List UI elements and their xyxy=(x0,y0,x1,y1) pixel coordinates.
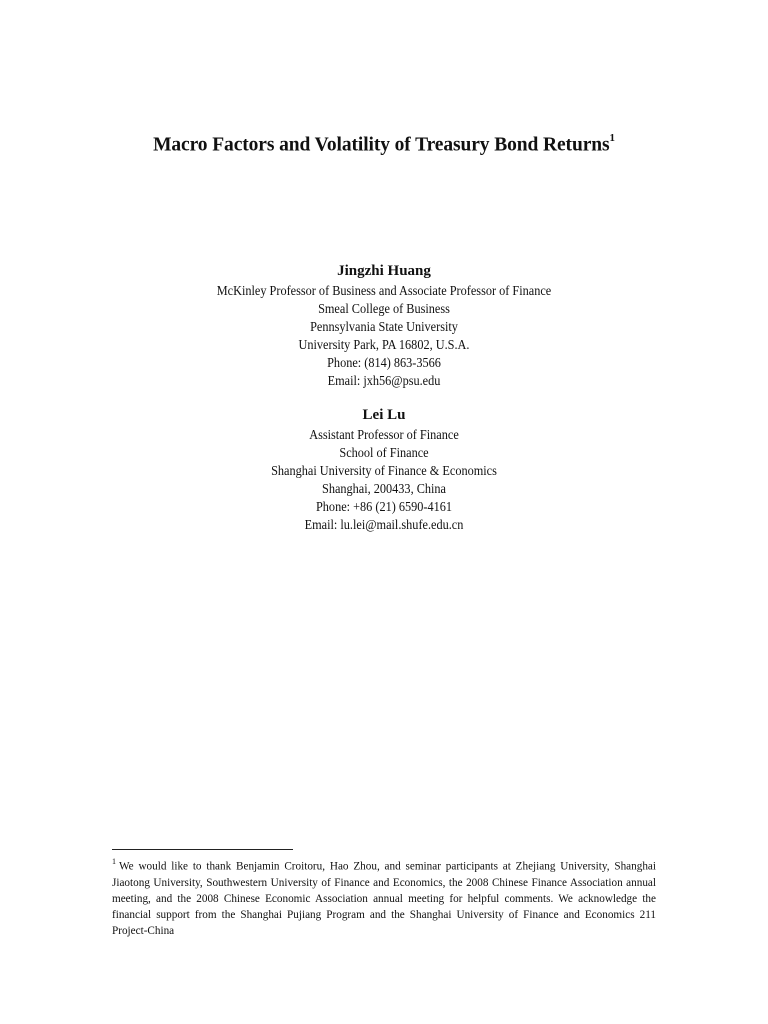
author-address: Shanghai, 200433, China xyxy=(321,481,447,496)
footnote-marker: 1 xyxy=(112,857,116,866)
author-name: Jingzhi Huang xyxy=(337,263,431,279)
author-email: Email: jxh56@psu.edu xyxy=(327,373,441,388)
author-name: Lei Lu xyxy=(362,407,406,423)
author-block-huang xyxy=(0,262,768,390)
author-position: Assistant Professor of Finance xyxy=(309,427,459,442)
author-school: School of Finance xyxy=(339,445,429,460)
author-university: Shanghai University of Finance & Economics xyxy=(271,463,497,478)
footnote-divider xyxy=(112,849,293,850)
author-phone: Phone: +86 (21) 6590-4161 xyxy=(315,499,453,514)
footnote-text: We would like to thank Benjamin Croitoru, Hao Zhou, and seminar participants at Zhejiang University, Shanghai Jiaotong University, Southwestern University of Finance and Economics, the 2008 Chinese Finance Association annual meeting, and the 2008 Chinese Economic Association annual meeting for helpful comments. We acknowledge the financial support from the Shanghai Pujiang Program and the Shanghai University of Finance and Economics 211 Project-China xyxy=(112,860,656,937)
author-address: University Park, PA 16802, U.S.A. xyxy=(298,337,470,352)
author-university: Pennsylvania State University xyxy=(310,319,458,334)
paper-title xyxy=(0,134,768,157)
author-email: Email: lu.lei@mail.shufe.edu.cn xyxy=(304,517,464,532)
author-college: Smeal College of Business xyxy=(318,301,450,316)
author-phone: Phone: (814) 863-3566 xyxy=(327,355,441,370)
author-block-lu xyxy=(0,406,768,534)
footnote xyxy=(112,855,656,939)
author-position: McKinley Professor of Business and Associate Professor of Finance xyxy=(216,283,552,298)
paper-title-text: Macro Factors and Volatility of Treasury Bond Returns xyxy=(153,134,610,156)
title-footnote-marker: 1 xyxy=(609,132,615,144)
